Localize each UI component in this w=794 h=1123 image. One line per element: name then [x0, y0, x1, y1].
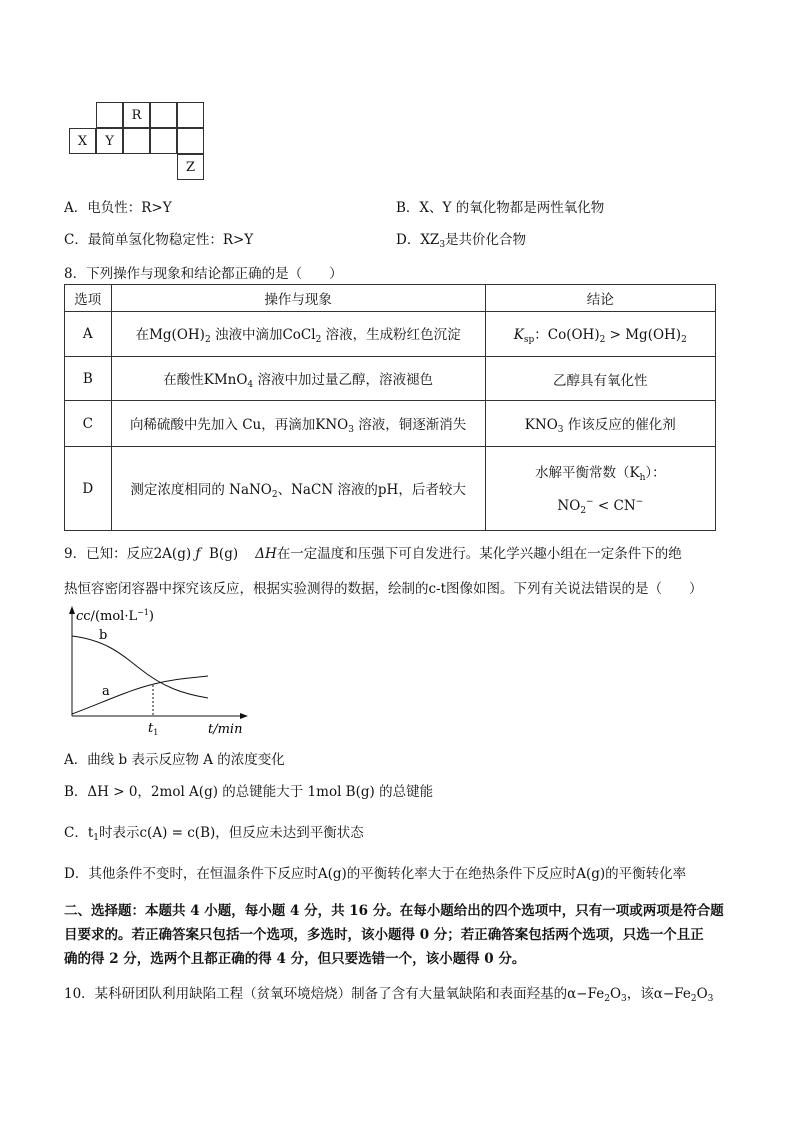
subscript: 3	[621, 994, 627, 1004]
text-part: ）：	[645, 465, 666, 481]
text-part: 溶液，生成粉红色沉淀	[321, 327, 461, 343]
text-part: ：Co(OH)	[534, 327, 600, 343]
text-part: 在一定温度和压强下可自发进行。某化学兴趣小组在一定条件下的绝	[276, 546, 682, 562]
subscript: 3	[707, 994, 714, 1004]
q7-option-d	[396, 228, 526, 250]
subscript: 2	[604, 994, 610, 1004]
t1-label: $t_1$	[148, 721, 159, 737]
subscript: 2	[271, 489, 278, 500]
text-part: > Mg(OH)	[605, 327, 682, 343]
table-row	[65, 357, 716, 401]
subscript: sp	[523, 335, 535, 345]
text-part: 作该反应的催化剂	[563, 416, 676, 433]
equilibrium-symbol: ƒ	[195, 546, 201, 562]
text-part: O	[609, 986, 622, 1002]
text-part: 溶液，铜逐渐消失	[353, 416, 467, 433]
concentration-time-graph	[64, 602, 254, 742]
subscript: 2	[599, 335, 606, 345]
conclusion-line-2	[490, 497, 711, 516]
subscript: h	[639, 473, 646, 483]
q9-option-a: A．曲线 b 表示反应物 A 的浓度变化	[64, 752, 285, 768]
superscript: −	[635, 497, 644, 507]
row-conclusion	[485, 447, 715, 531]
section2-line-3: 确的得 2 分，选两个且都正确的得 4 分，但只要选错一个，该小题得 0 分。	[64, 951, 526, 967]
q8-title: 8．下列操作与现象和结论都正确的是（ ）	[64, 266, 343, 282]
text-part: 向稀硫酸中先加入 Cu，再滴加KNO	[129, 416, 349, 433]
header-operation: 操作与现象	[111, 285, 485, 312]
q9-stem-line-1	[64, 542, 682, 562]
curve-b	[72, 636, 208, 698]
q7-option-c: C．最简单氢化物稳定性：R>Y	[64, 232, 254, 248]
q7-option-b: B．X、Y 的氧化物都是两性氧化物	[396, 200, 605, 216]
table-cell	[96, 102, 123, 128]
y-axis-label: $cc/(mol\cdot L^{-1})$	[76, 608, 154, 624]
y-axis-arrow	[69, 606, 75, 614]
table-cell	[150, 128, 177, 154]
row-conclusion	[485, 312, 715, 357]
row-conclusion	[485, 401, 715, 447]
subscript: 2	[580, 506, 587, 516]
x-axis-arrow	[240, 713, 248, 719]
q7-d-sub: 3	[439, 240, 446, 250]
subscript: 2	[204, 335, 211, 345]
text-part: ，该α−Fe	[626, 986, 691, 1002]
table-cell	[150, 102, 177, 128]
subscript: 2	[315, 335, 322, 345]
text-part: K	[513, 327, 524, 343]
q9-option-c	[64, 821, 364, 843]
conclusion-line-1	[490, 461, 711, 483]
curve-b-label: b	[99, 628, 108, 643]
row-operation	[111, 312, 485, 357]
curve-a	[72, 676, 208, 714]
row-option: C	[65, 401, 112, 447]
q7-d-suffix: 是共价化合物	[445, 232, 527, 248]
text-part: 浊液中滴加CoCl	[210, 327, 316, 343]
table-cell	[177, 102, 204, 128]
row-option: B	[65, 357, 112, 401]
curve-a-label: a	[102, 684, 110, 699]
row-operation	[111, 447, 485, 531]
text-part: 9．已知：反应2A(g)	[64, 546, 192, 562]
subscript: 4	[247, 379, 254, 390]
text-part: 测定浓度相同的 NaNO	[130, 481, 272, 498]
q10-stem	[64, 982, 713, 1004]
text-part: < CN	[593, 498, 636, 514]
q9-option-b: B．ΔH > 0，2mol A(g) 的总键能大于 1mol B(g) 的总键能	[64, 784, 434, 800]
row-option: D	[65, 447, 112, 531]
element-y: Y	[96, 128, 123, 154]
text-part: 在Mg(OH)	[135, 327, 205, 343]
text-part: 水解平衡常数（K	[534, 465, 640, 481]
table-cell	[123, 128, 150, 154]
table-row	[65, 401, 716, 447]
text-part: 溶液中加过量乙醇，溶液褪色	[253, 371, 433, 388]
section2-line-1: 二、选择题：本题共 4 小题，每小题 4 分，共 16 分。在每小题给出的四个选项中，只有一项或两项是符合题	[64, 903, 724, 919]
element-x: X	[69, 128, 96, 154]
text-part: KNO	[524, 416, 558, 433]
element-r: R	[123, 102, 150, 128]
q7-d-prefix: D．XZ	[396, 232, 440, 248]
section2-line-2: 目要求的。若正确答案只包括一个选项，多选时，该小题得 0 分；若正确答案包括两个选项，只选一个且正	[64, 927, 704, 943]
text-part: 在酸性KMnO	[163, 371, 248, 388]
subscript: 2	[681, 335, 687, 345]
text-part: 10．某科研团队利用缺陷工程（贫氧环境焙烧）制备了含有大量氧缺陷和表面羟基的α−Fe	[64, 986, 605, 1002]
text-part: O	[696, 986, 708, 1002]
text-part: 、NaCN 溶液的pH，后者较大	[277, 481, 466, 498]
header-conclusion: 结论	[485, 285, 715, 312]
row-conclusion: 乙醇具有氧化性	[485, 357, 715, 401]
q7-option-a: A．电负性：R>Y	[64, 200, 172, 216]
element-z: Z	[177, 154, 204, 180]
table-header-row	[65, 285, 716, 312]
subscript: 1	[93, 833, 99, 843]
row-operation	[111, 357, 485, 401]
row-operation	[111, 401, 485, 447]
table-cell	[177, 128, 204, 154]
subscript: 3	[557, 424, 564, 435]
row-option: A	[65, 312, 112, 357]
text-part: 时表示c(A) = c(B)，但反应未达到平衡状态	[99, 825, 364, 841]
table-row	[65, 312, 716, 357]
subscript: 3	[348, 424, 354, 435]
q8-table	[64, 284, 716, 531]
q9-stem-line-2: 热恒容密闭容器中探究该反应，根据实验测得的数据，绘制的c-t图像如图。下列有关说法错误的是（ ）	[64, 581, 703, 597]
text-part: NO	[557, 498, 581, 514]
text-part: B(g)	[209, 546, 239, 562]
header-option: 选项	[65, 285, 112, 312]
table-row	[65, 447, 716, 531]
text-part: C．t	[64, 825, 94, 841]
q9-option-d: D．其他条件不变时，在恒温条件下反应时A(g)的平衡转化率大于在绝热条件下反应时A(g)的平衡转化率	[64, 866, 687, 882]
x-axis-label: t/min	[208, 722, 243, 737]
delta-h: ΔH	[255, 546, 277, 562]
subscript: 2	[690, 994, 697, 1004]
superscript: −	[586, 497, 594, 507]
